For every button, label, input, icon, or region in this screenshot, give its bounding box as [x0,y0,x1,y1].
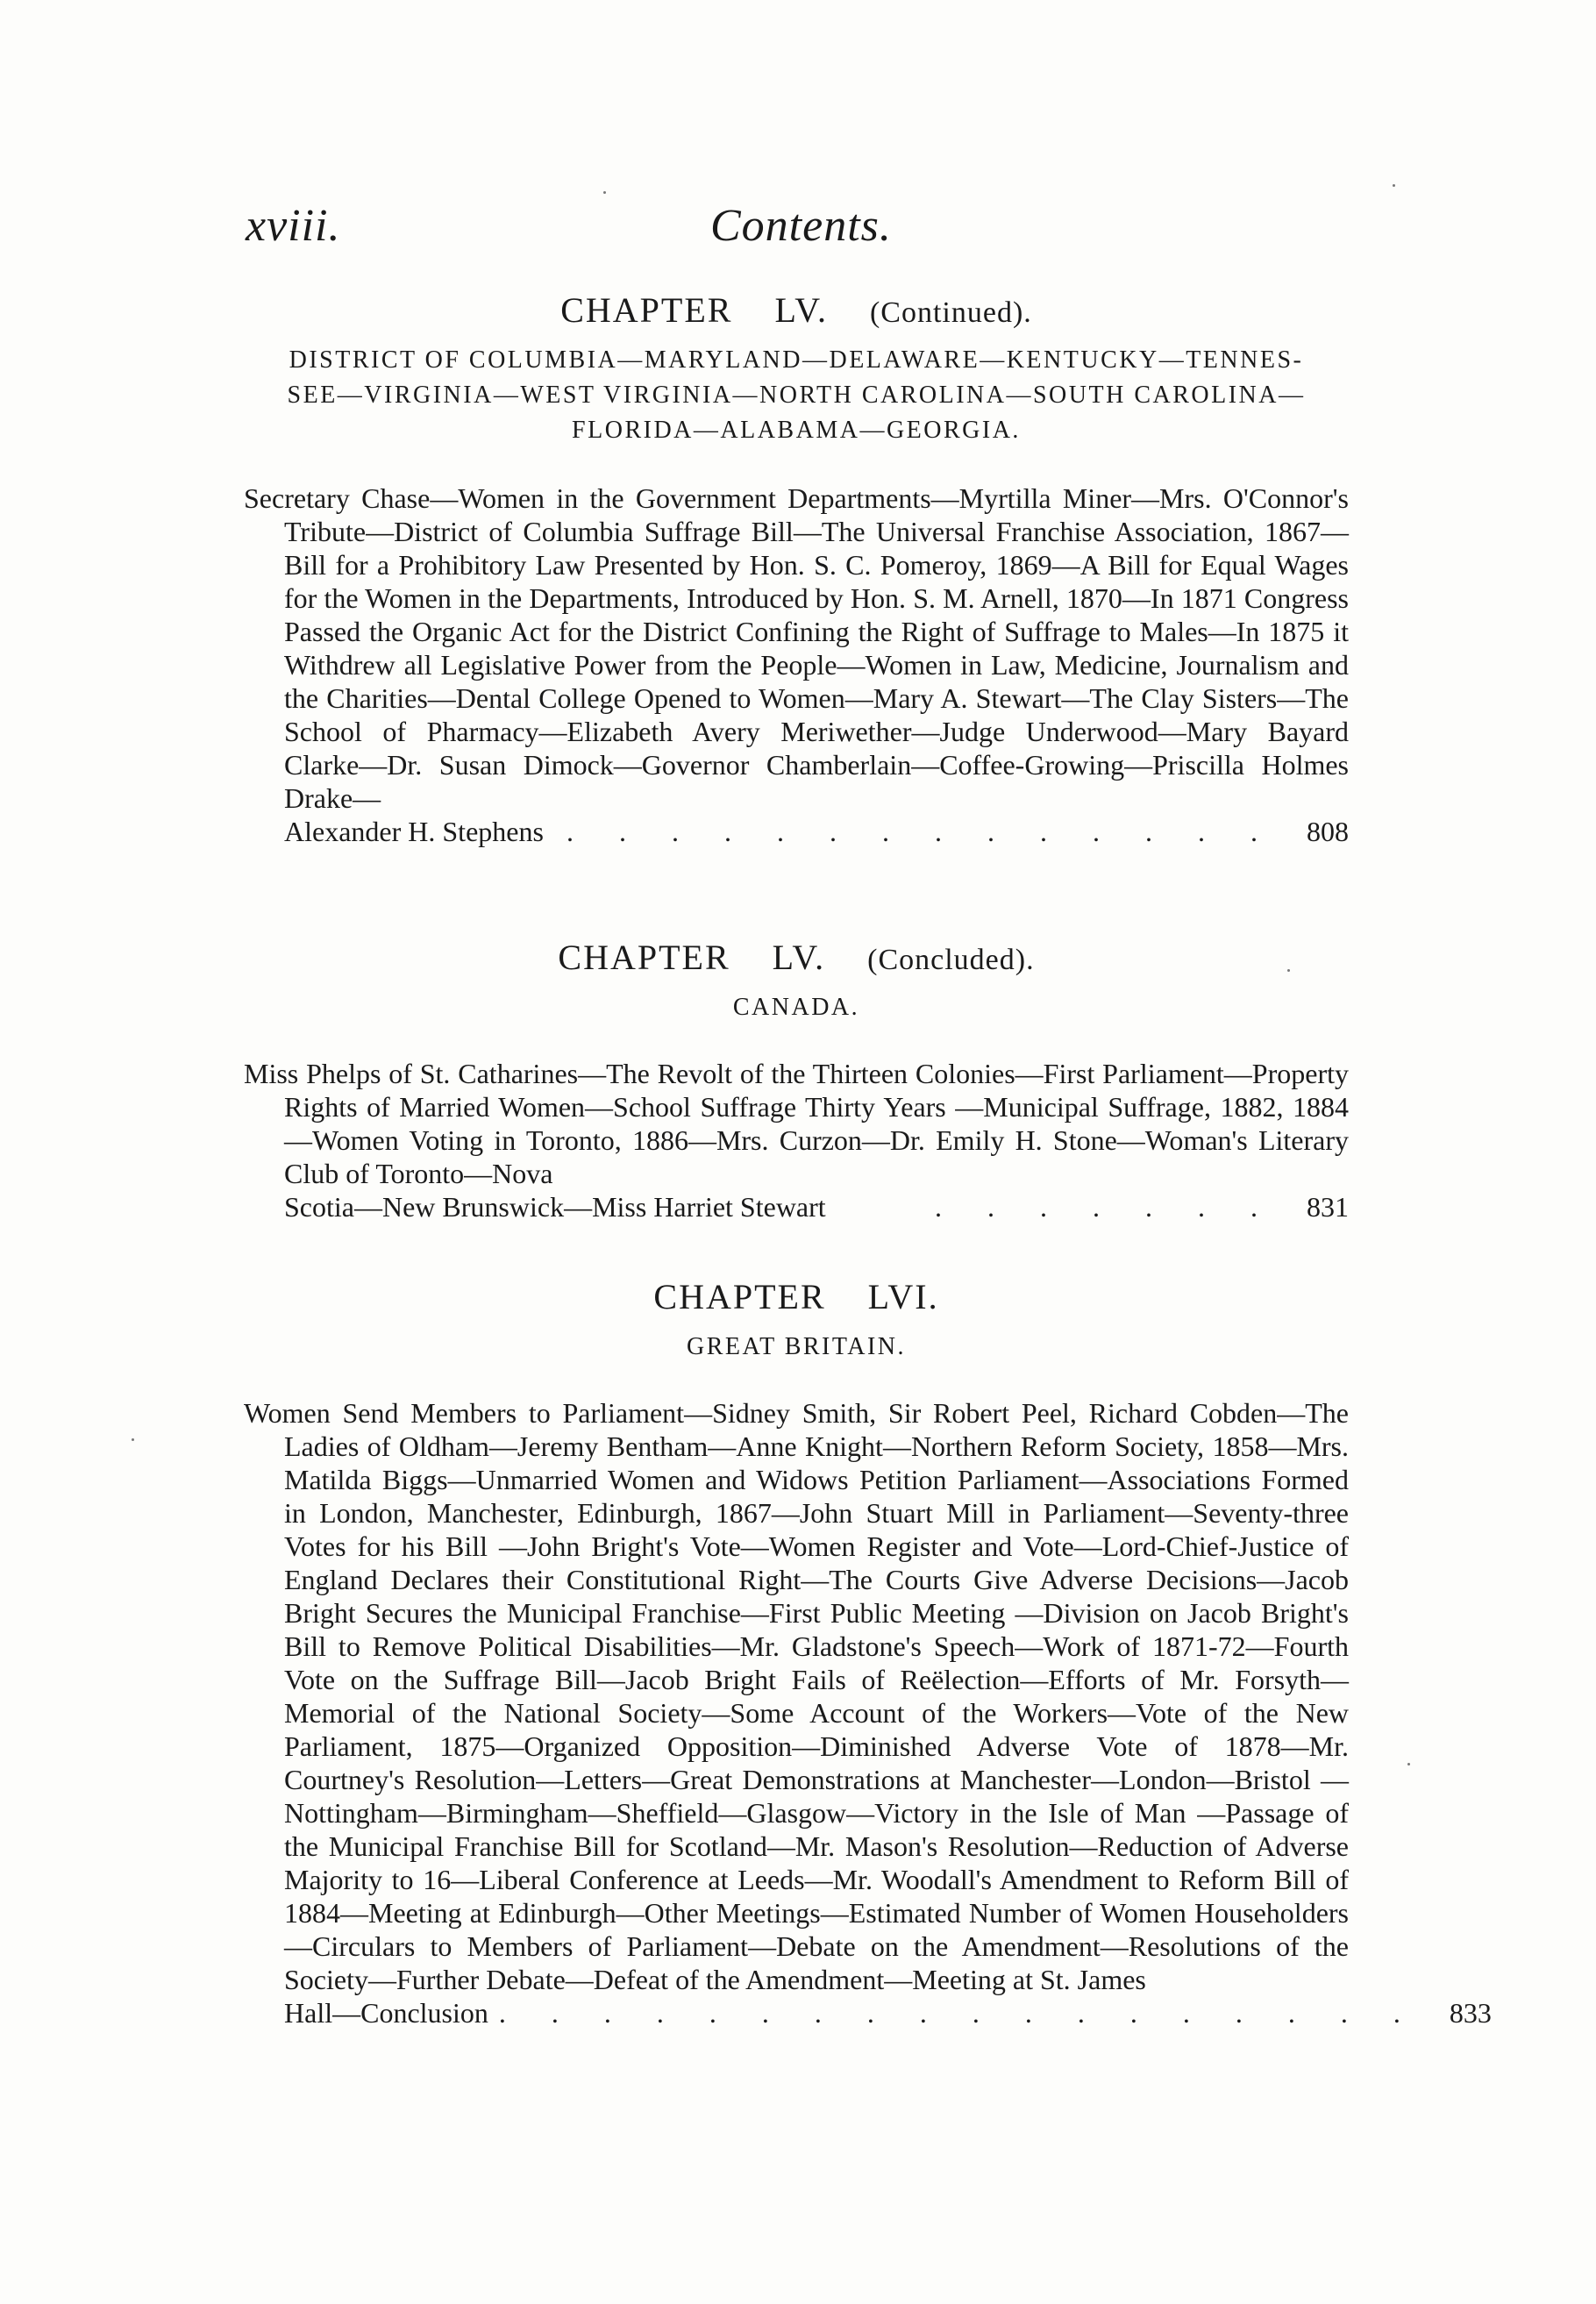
chapter-numeral: LVI. [867,1277,939,1316]
dot-leader: . . . . . . . . . . . . . . . . . . [498,1997,1420,2029]
chapter-note: (Continued). [869,296,1032,329]
toc-section-chapter-lvi [244,1276,1492,2029]
chapter-word: CHAPTER [560,290,733,330]
running-title: Contents. [710,201,892,251]
summary-last-text: Hall—Conclusion [284,1997,488,2029]
summary-last-text: Scotia—New Brunswick—Miss Harriet Stewart [284,1191,826,1223]
chapter-subject: CANADA. [732,994,860,1021]
chapter-numeral: LV. [774,290,828,330]
chapter-note: (Concluded). [867,944,1035,976]
scan-speck [132,1438,134,1441]
running-head [246,200,1342,261]
page-reference: 831 [1307,1191,1349,1223]
summary-last-text: Alexander H. Stephens [284,816,544,847]
chapter-numeral: LV. [772,938,826,977]
toc-section-chapter-lv-concluded [244,937,1349,1223]
scan-speck [1287,969,1290,972]
chapter-subject: GREAT BRITAIN. [686,1333,907,1360]
summary-last-line [244,1190,1349,1223]
summary-last-line [244,1996,1492,2029]
chapter-word: CHAPTER [558,938,730,977]
chapter-heading [244,289,1349,331]
chapter-word: CHAPTER [653,1277,826,1316]
chapter-heading [244,937,1349,978]
dot-leader: . . . . . . . . . . . . . . [566,816,1277,847]
page-number: xviii. [246,201,341,251]
page-reference: 808 [1307,816,1349,847]
chapter-summary: Secretary Chase—Women in the Government Departments—Myrtilla Miner—Mrs. O'Connor's Tribute—District of Columbia Suffrage Bill—The Universal Franchise Association, 1867—Bill for a Prohibitory Law Presented by Hon. S. C. Pomeroy, 1869—A Bill for Equal Wages for the Women in the Departments, Introduced by Hon. S. M. Arnell, 1870—In 1871 Congress Passed the Organic Act for the District Confining the Right of Suffrage to Males—In 1875 it Withdrew all Legislative Power from the People—Women in Law, Medicine, Journalism and the Charities—Dental College Opened to Women—Mary A. Stewart—The Clay Sisters—The School of Pharmacy—Elizabeth Avery Meriwether—Judge Underwood—Mary Bayard Clarke—Dr. Susan Dimock—Governor Chamberlain—Coffee-Growing—Priscilla Holmes Drake— [244,482,1349,814]
chapter-subject: DISTRICT OF COLUMBIA—MARYLAND—DELAWARE—KENTUCKY—TENNES-SEE—VIRGINIA—WEST VIRGINIA—NORTH CAROLINA—SOUTH CAROLINA—FLORIDA—ALABAMA—GEORGIA. [287,346,1306,444]
scan-speck [603,191,606,194]
chapter-heading [244,1276,1349,1317]
toc-section-chapter-lv-continued [244,289,1349,848]
dot-leader: . . . . . . . [935,1191,1277,1223]
chapter-summary: Miss Phelps of St. Catharines—The Revolt of the Thirteen Colonies—First Parliament—Property Rights of Married Women—School Suffrage Thirty Years —Municipal Suffrage, 1882, 1884—Women Voting in Toronto, 1886—Mrs. Curzon—Dr. Emily H. Stone—Woman's Literary Club of Toronto—Nova [244,1058,1349,1189]
scan-speck [1393,184,1395,187]
page-reference: 833 [1449,1997,1492,2029]
scan-speck [1407,1763,1410,1765]
summary-last-line [244,815,1349,848]
chapter-summary: Women Send Members to Parliament—Sidney Smith, Sir Robert Peel, Richard Cobden—The Ladies of Oldham—Jeremy Bentham—Anne Knight—Northern Reform Society, 1858—Mrs. Matilda Biggs—Unmarried Women and Widows Petition Parliament—Associations Formed in London, Manchester, Edinburgh, 1867—John Stuart Mill in Parliament—Seventy-three Votes for his Bill —John Bright's Vote—Women Register and Vote—Lord-Chief-Justice of England Declares their Constitutional Right—The Courts Give Adverse Decisions—Jacob Bright Secures the Municipal Franchise—First Public Meeting —Division on Jacob Bright's Bill to Remove Political Disabilities—Mr. Gladstone's Speech—Work of 1871-72—Fourth Vote on the Suffrage Bill—Jacob Bright Fails of Reëlection—Efforts of Mr. Forsyth—Memorial of the National Society—Some Account of the Workers—Vote of the New Parliament, 1875—Organized Opposition—Diminished Adverse Vote of 1878—Mr. Courtney's Resolution—Letters—Great Demonstrations at Manchester—London—Bristol —Nottingham—Birmingham—Sheffield—Glasgow—Victory in the Isle of Man —Passage of the Municipal Franchise Bill for Scotland—Mr. Mason's Resolution—Reduction of Adverse Majority to 16—Liberal Conference at Leeds—Mr. Woodall's Amendment to Reform Bill of 1884—Meeting at Edinburgh—Other Meetings—Estimated Number of Women Householders—Circulars to Members of Parliament—Debate on the Amendment—Resolutions of the Society—Further Debate—Defeat of the Amendment—Meeting at St. James [244,1397,1349,1995]
